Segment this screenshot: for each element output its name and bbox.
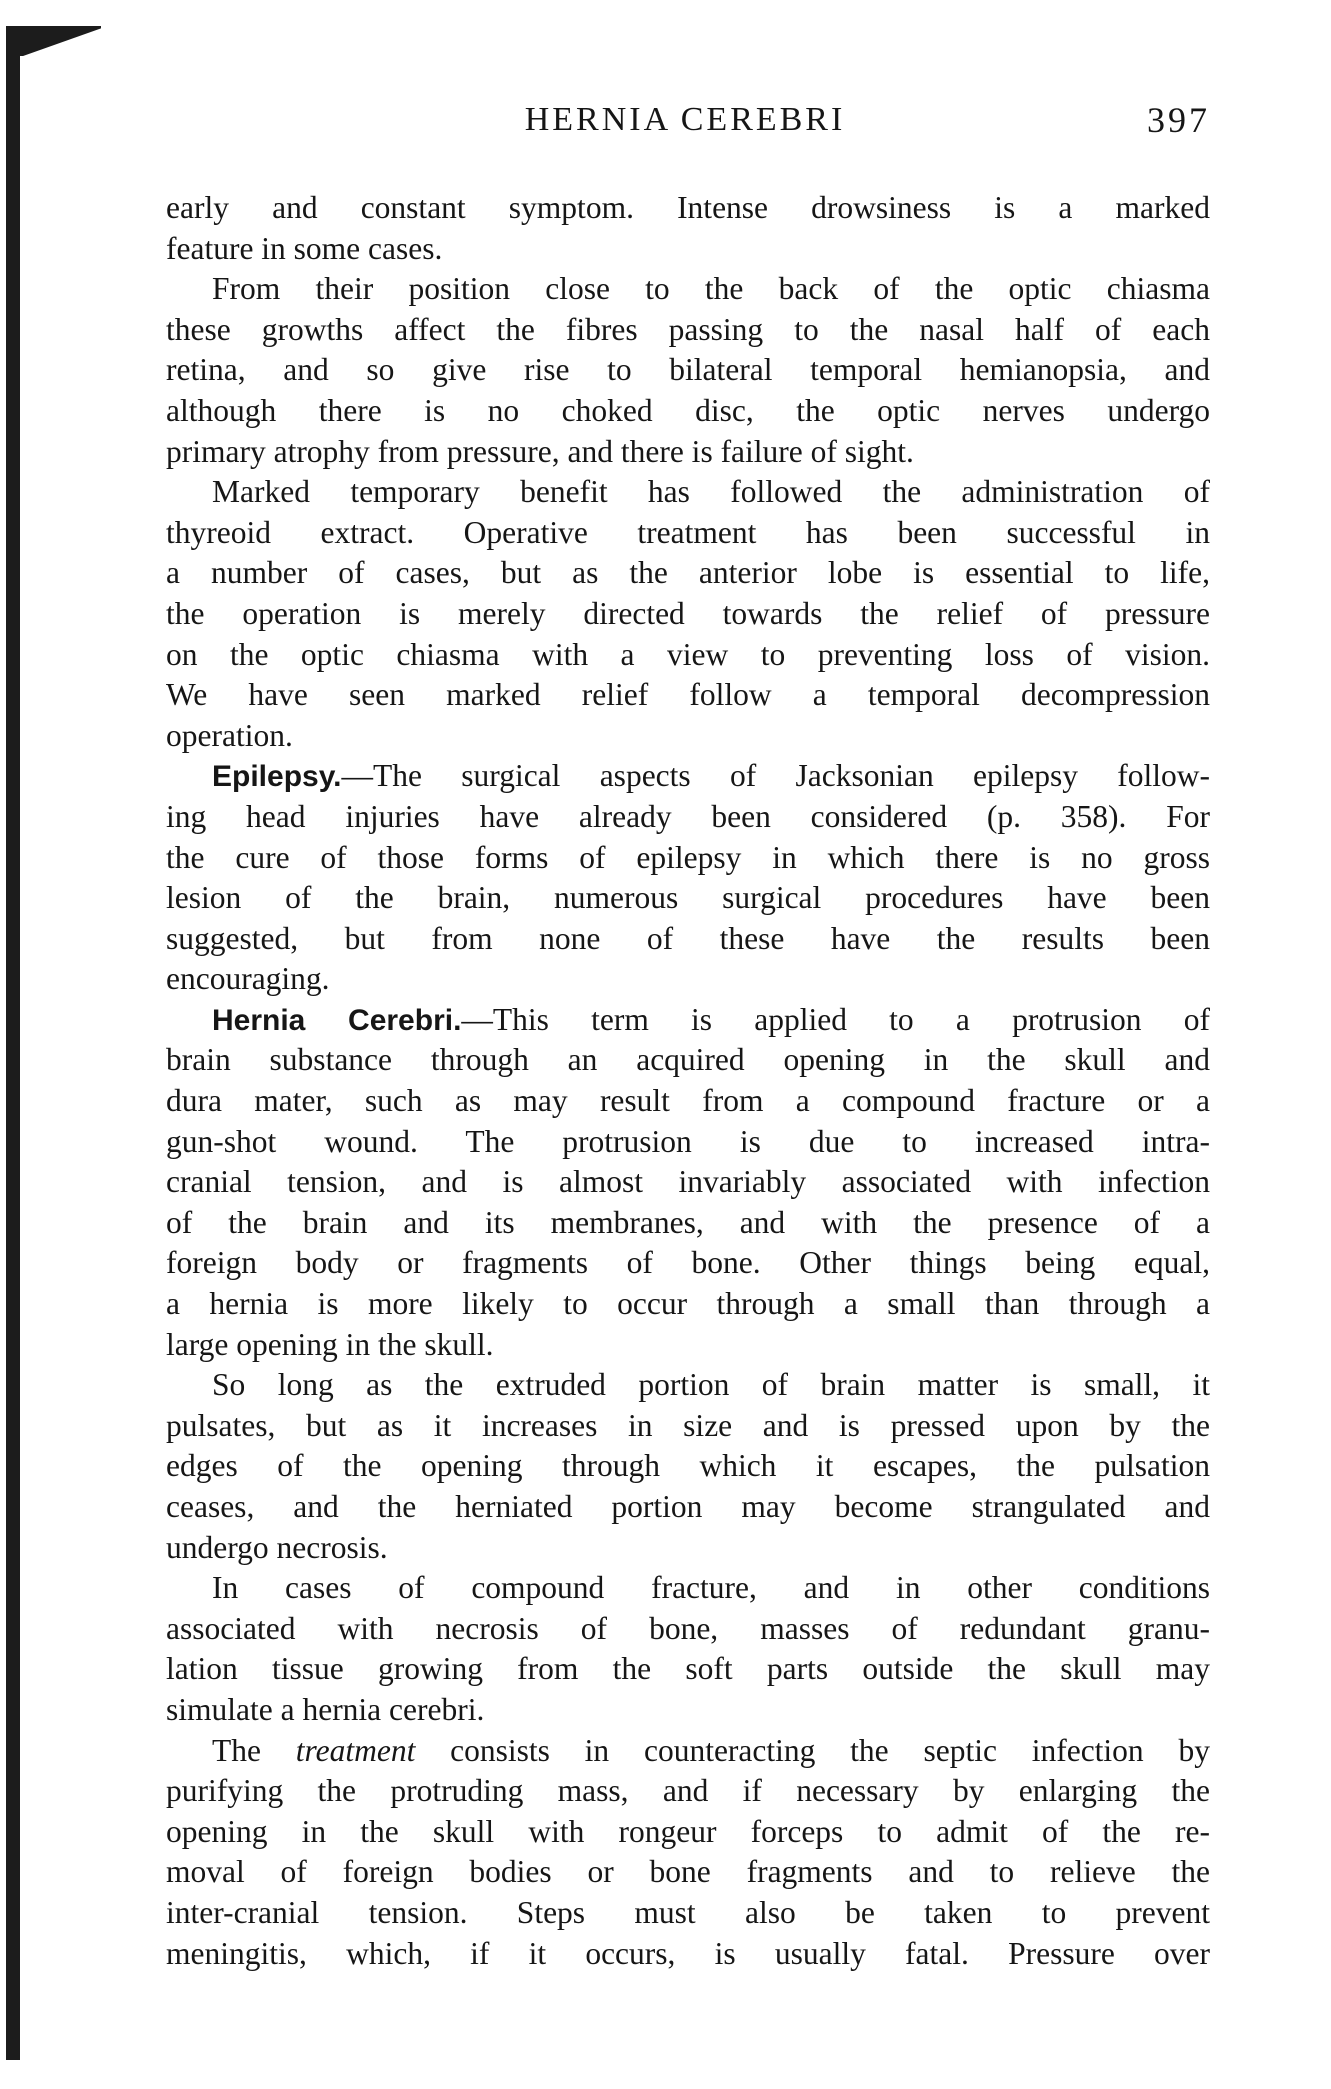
text-line: of the brain and its membranes, and with the presence of a xyxy=(166,1204,1210,1240)
page-number: 397 xyxy=(1147,100,1210,140)
text-line: ceases, and the herniated portion may become strangulated and xyxy=(166,1489,1210,1524)
text-run: —The surgical aspects of Jacksonian epilepsy follow- xyxy=(341,758,1210,794)
emphasis-treatment: treatment xyxy=(295,1732,416,1768)
text-line: Marked temporary benefit has followed the administration of xyxy=(212,474,1210,510)
paragraph xyxy=(166,269,1210,472)
text-line xyxy=(166,756,1210,797)
page-binding-hook xyxy=(6,26,101,56)
section-heading-hernia-cerebri: Hernia Cerebri. xyxy=(212,1003,462,1037)
text-line: large opening in the skull. xyxy=(166,1326,494,1362)
text-line: purifying the protruding mass, and if necessary by enlarging the xyxy=(166,1773,1210,1809)
text-line: lation tissue growing from the soft parts outside the skull may xyxy=(166,1651,1210,1687)
text-line: foreign body or fragments of bone. Other things being equal, xyxy=(166,1245,1210,1281)
text-line: a number of cases, but as the anterior lobe is essential to life, xyxy=(166,555,1210,591)
text-line: thyreoid extract. Operative treatment has been successful in xyxy=(166,514,1210,550)
text-line: encouraging. xyxy=(166,961,330,997)
paragraph xyxy=(166,188,1210,269)
text-line: the cure of those forms of epilepsy in which there is no gross xyxy=(166,839,1210,875)
text-line: simulate a hernia cerebri. xyxy=(166,1691,485,1727)
text-line: In cases of compound fracture, and in other conditions xyxy=(212,1570,1210,1606)
text-line: inter-cranial tension. Steps must also be taken to prevent xyxy=(166,1894,1210,1930)
text-line: From their position close to the back of the optic chiasma xyxy=(212,271,1210,307)
text-line: We have seen marked relief follow a temporal decompression xyxy=(166,677,1210,713)
text-run: consists in counteracting the septic infection by xyxy=(415,1732,1210,1768)
text-line: associated with necrosis of bone, masses of redundant granu- xyxy=(166,1610,1210,1646)
text-line: a hernia is more likely to occur through a small than through a xyxy=(166,1286,1210,1322)
text-line: feature in some cases. xyxy=(166,230,443,266)
text-line xyxy=(166,1731,1210,1772)
text-run: —This term is applied to a protrusion of xyxy=(461,1001,1210,1037)
text-line xyxy=(166,1000,1210,1041)
text-line: gun-shot wound. The protrusion is due to increased intra- xyxy=(166,1123,1210,1159)
body-text xyxy=(166,188,1210,1974)
paragraph-epilepsy xyxy=(166,756,1210,1000)
text-line: brain substance through an acquired opening in the skull and xyxy=(166,1042,1210,1078)
text-line: although there is no choked disc, the optic nerves undergo xyxy=(166,392,1210,428)
text-line: primary atrophy from pressure, and there is failure of sight. xyxy=(166,433,914,469)
text-line: meningitis, which, if it occurs, is usually fatal. Pressure over xyxy=(166,1935,1210,1971)
paragraph xyxy=(166,1568,1210,1730)
text-line: dura mater, such as may result from a compound fracture or a xyxy=(166,1083,1210,1119)
paragraph-hernia-cerebri xyxy=(166,1000,1210,1365)
text-line: suggested, but from none of these have the results been xyxy=(166,920,1210,956)
text-line: ing head injuries have already been considered (p. 358). For xyxy=(166,798,1210,834)
text-line: early and constant symptom. Intense drowsiness is a marked xyxy=(166,190,1210,225)
text-line: edges of the opening through which it escapes, the pulsation xyxy=(166,1448,1210,1484)
paragraph-treatment xyxy=(166,1731,1210,1975)
paragraph xyxy=(166,472,1210,756)
text-line: opening in the skull with rongeur forceps to admit of the re- xyxy=(166,1813,1210,1849)
text-line: retina, and so give rise to bilateral temporal hemianopsia, and xyxy=(166,352,1210,388)
section-heading-epilepsy: Epilepsy. xyxy=(212,760,342,794)
text-line: on the optic chiasma with a view to preventing loss of vision. xyxy=(166,636,1210,672)
text-line: cranial tension, and is almost invariably associated with infection xyxy=(166,1164,1210,1200)
running-title: HERNIA CEREBRI xyxy=(524,101,846,138)
text-line: So long as the extruded portion of brain matter is small, it xyxy=(212,1367,1210,1403)
paragraph xyxy=(166,1365,1210,1568)
text-line: these growths affect the fibres passing to the nasal half of each xyxy=(166,311,1210,347)
text-run: The xyxy=(212,1732,296,1768)
text-line: moval of foreign bodies or bone fragments and to relieve the xyxy=(166,1854,1210,1890)
page-header xyxy=(160,98,1210,142)
text-line: lesion of the brain, numerous surgical procedures have been xyxy=(166,880,1210,916)
text-line: pulsates, but as it increases in size and is pressed upon by the xyxy=(166,1407,1210,1443)
text-line: operation. xyxy=(166,717,293,753)
text-line: undergo necrosis. xyxy=(166,1529,388,1565)
text-line: the operation is merely directed towards the relief of pressure xyxy=(166,595,1210,631)
page-binding-edge xyxy=(6,30,20,2060)
